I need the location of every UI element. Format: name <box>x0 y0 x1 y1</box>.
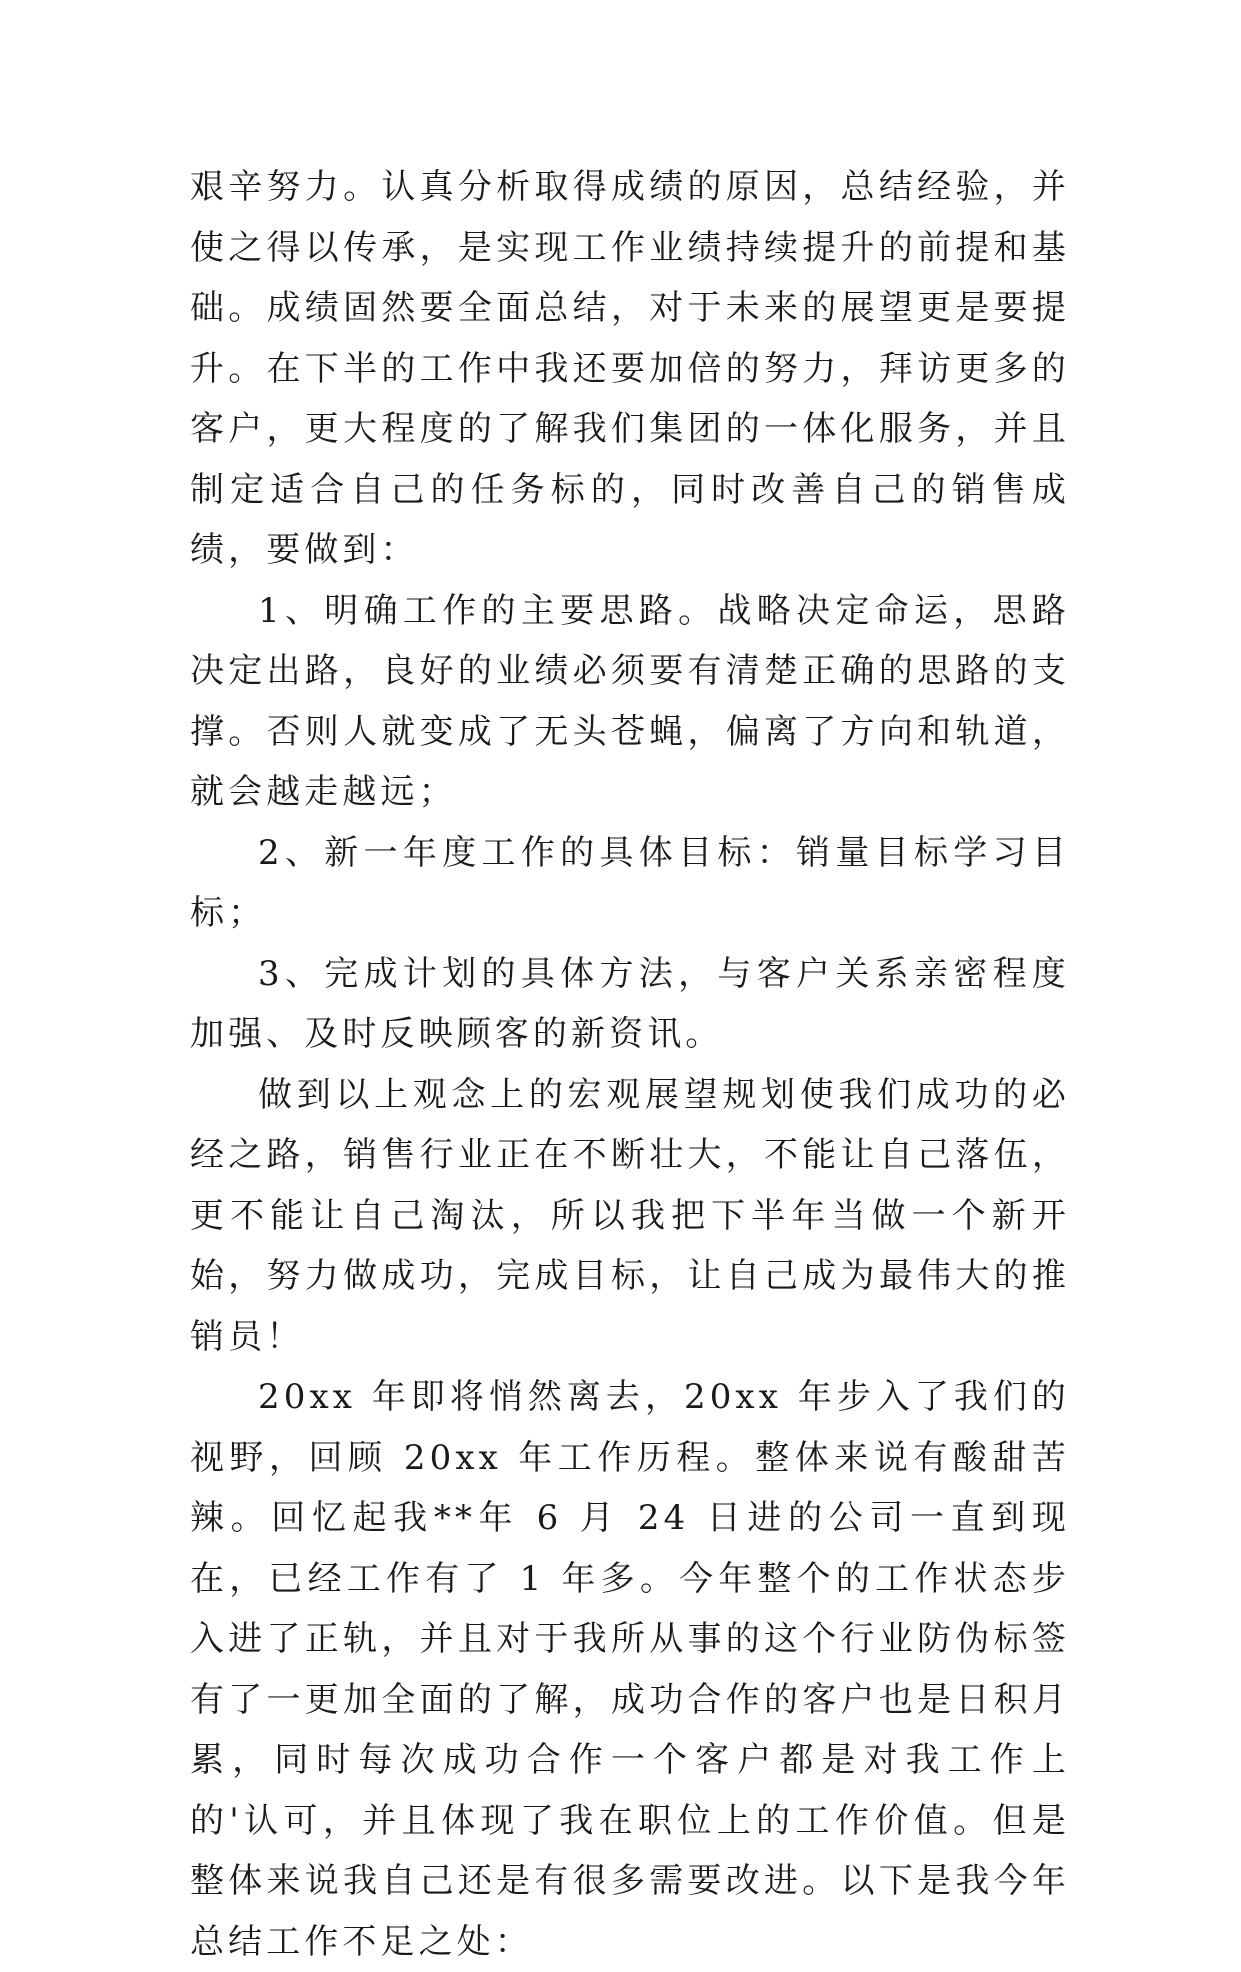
body-text <box>190 157 1070 1972</box>
paragraph-item-2: 2、新一年度工作的具体目标：销量目标学习目标； <box>190 832 1070 933</box>
paragraph-conclusion: 做到以上观念上的宏观展望规划使我们成功的必经之路，销售行业正在不断壮大，不能让自己落伍，更不能让自己淘汰，所以我把下半年当做一个新开始，努力做成功，完成目标，让自己成为最伟大的推销员！ <box>190 1074 1070 1357</box>
paragraph-year-review: 20xx 年即将悄然离去，20xx 年步入了我们的视野，回顾 20xx 年工作历程。整体来说有酸甜苦辣。回忆起我**年 6 月 24 日进的公司一直到现在，已经工作有了 1 年多。今年整个的工作状态步入进了正轨，并且对于我所从事的这个行业防伪标签有了一更加全面的了解，成功合作的客户也是日积月累，同时每次成功合作一个客户都是对我工作上的'认可，并且体现了我在职位上的工作价值。但是整体来说我自己还是有很多需要改进。以下是我今年总结工作不足之处： <box>190 1377 1070 1962</box>
paragraph-intro: 艰辛努力。认真分析取得成绩的原因，总结经验，并使之得以传承，是实现工作业绩持续提升的前提和基础。成绩固然要全面总结，对于未来的展望更是要提升。在下半的工作中我还要加倍的努力，拜访更多的客户，更大程度的了解我们集团的一体化服务，并且制定适合自己的任务标的，同时改善自己的销售成绩，要做到： <box>190 167 1070 570</box>
paragraph-item-1: 1、明确工作的主要思路。战略决定命运，思路决定出路，良好的业绩必须要有清楚正确的思路的支撑。否则人就变成了无头苍蝇，偏离了方向和轨道，就会越走越远； <box>190 590 1070 812</box>
paragraph-item-3: 3、完成计划的具体方法，与客户关系亲密程度加强、及时反映顾客的新资讯。 <box>190 953 1070 1054</box>
